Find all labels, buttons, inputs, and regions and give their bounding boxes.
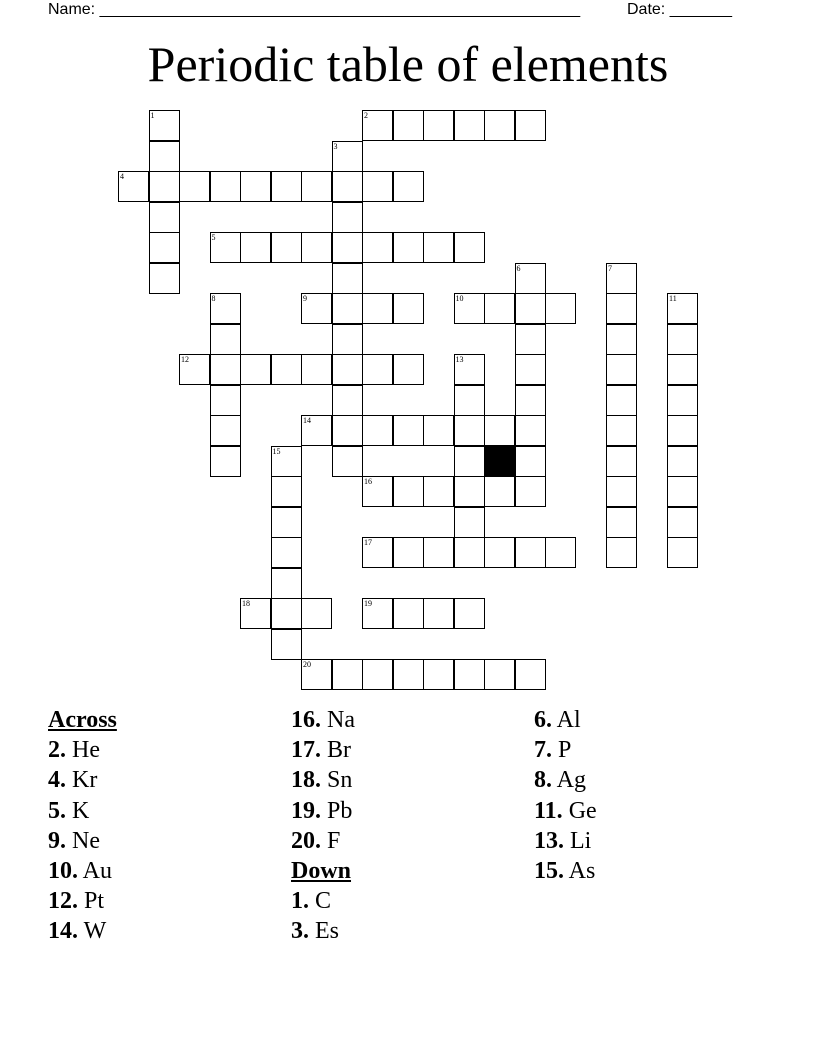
crossword-cell[interactable]: [210, 324, 241, 355]
clue-number: 15: [272, 446, 281, 456]
clue-item: [534, 735, 597, 765]
clue-section-heading: Down: [291, 858, 352, 885]
crossword-cell[interactable]: [484, 415, 515, 446]
clue-item-number: 4.: [48, 767, 66, 794]
crossword-cell[interactable]: [484, 293, 515, 324]
clue-item: [534, 796, 597, 826]
crossword-cell[interactable]: [484, 659, 515, 690]
clue-item-number: 5.: [48, 797, 66, 824]
clue-number: 16: [364, 477, 372, 486]
date-field[interactable]: Date: _______: [627, 1, 732, 18]
clue-item-number: 8.: [534, 767, 552, 794]
crossword-cell[interactable]: [606, 537, 637, 568]
clue-item-number: 18.: [291, 767, 321, 794]
crossword-cell[interactable]: [667, 354, 698, 385]
clue-number: 19: [364, 599, 372, 608]
crossword-cell[interactable]: [240, 232, 271, 263]
clue-number: 4: [120, 172, 124, 181]
crossword-cell[interactable]: [271, 476, 302, 507]
crossword-cell[interactable]: [301, 354, 332, 385]
clue-item: [48, 916, 117, 946]
clue-item-number: 3.: [291, 918, 309, 945]
crossword-cell[interactable]: [454, 415, 485, 446]
clue-item: [48, 886, 117, 916]
clue-number: 3: [333, 141, 338, 151]
crossword-cell[interactable]: [362, 293, 393, 324]
crossword-cell[interactable]: [667, 537, 698, 568]
crossword-cell[interactable]: [667, 446, 698, 477]
crossword-cell[interactable]: [454, 598, 485, 629]
clue-item-text: P: [552, 737, 572, 764]
clue-item-number: 7.: [534, 737, 552, 764]
crossword-cell[interactable]: [606, 385, 637, 416]
clue-item-number: 16.: [291, 707, 321, 733]
clue-number: 2: [364, 111, 368, 120]
crossword-cell[interactable]: [393, 476, 424, 507]
clue-item-text: Au: [78, 858, 113, 885]
clue-item-text: Ag: [552, 767, 587, 794]
crossword-cell[interactable]: [210, 354, 241, 385]
clue-item: [534, 856, 597, 886]
crossword-cell[interactable]: [210, 293, 241, 324]
clue-item-number: 6.: [534, 707, 552, 733]
clue-number: 13: [455, 355, 464, 364]
crossword-cell[interactable]: [362, 659, 393, 690]
crossword-cell[interactable]: [423, 598, 454, 629]
crossword-cell[interactable]: [454, 293, 485, 324]
crossword-cell[interactable]: [515, 110, 546, 141]
clue-number: 11: [669, 294, 677, 303]
crossword-cell[interactable]: [454, 110, 485, 141]
clue-item-text: F: [321, 827, 341, 854]
crossword-cell[interactable]: [301, 232, 332, 263]
crossword-cell[interactable]: [271, 537, 302, 568]
clue-item: [534, 826, 597, 856]
clue-item-number: 10.: [48, 858, 78, 885]
crossword-cell[interactable]: [271, 507, 302, 538]
crossword-cell[interactable]: [210, 385, 241, 416]
clue-number: 7: [608, 263, 612, 273]
crossword-cell[interactable]: [301, 171, 332, 202]
clue-item: [48, 856, 117, 886]
crossword-cell[interactable]: [362, 537, 393, 568]
crossword-cell[interactable]: [332, 446, 363, 477]
crossword-cell[interactable]: [271, 568, 302, 599]
clue-item-text: Al: [552, 707, 581, 733]
crossword-cell[interactable]: [515, 415, 546, 446]
puzzle-title: Periodic table of elements: [147, 36, 669, 92]
crossword-cell[interactable]: [210, 232, 241, 263]
clue-number: 18: [242, 599, 250, 608]
clue-column-1: [48, 705, 117, 947]
clue-section-heading: Across: [48, 707, 117, 733]
crossword-cell[interactable]: [515, 385, 546, 416]
clue-item-number: 13.: [534, 827, 564, 854]
clue-column-3: [534, 705, 597, 886]
clue-item: [48, 826, 117, 856]
clue-item-text: Sn: [321, 767, 353, 794]
crossword-cell[interactable]: [606, 507, 637, 538]
clue-item-text: Pt: [78, 888, 105, 915]
crossword-cell[interactable]: [393, 354, 424, 385]
clue-number: 17: [364, 538, 372, 547]
crossword-cell[interactable]: [332, 293, 363, 324]
crossword-cell[interactable]: [362, 476, 393, 507]
crossword-cell[interactable]: [332, 171, 363, 202]
clue-number: 8: [211, 294, 216, 303]
crossword-cell[interactable]: [423, 659, 454, 690]
clue-item-number: 12.: [48, 888, 78, 915]
crossword-cell[interactable]: [423, 110, 454, 141]
crossword-cell[interactable]: [271, 232, 302, 263]
crossword-cell[interactable]: [240, 171, 271, 202]
crossword-cell[interactable]: [606, 446, 637, 477]
clue-item-text: C: [309, 888, 332, 915]
clue-number: 9: [303, 294, 307, 303]
crossword-cell[interactable]: [271, 446, 302, 477]
crossword-cell[interactable]: [423, 537, 454, 568]
crossword-cell[interactable]: [606, 354, 637, 385]
crossword-cell[interactable]: [393, 598, 424, 629]
crossword-cell[interactable]: [240, 598, 271, 629]
clue-item: [291, 886, 355, 916]
crossword-cell[interactable]: [667, 324, 698, 355]
crossword-cell[interactable]: [301, 598, 332, 629]
clue-item: [291, 916, 355, 946]
crossword-cell[interactable]: [606, 293, 637, 324]
crossword-cell[interactable]: [454, 507, 485, 538]
crossword-cell[interactable]: [118, 171, 149, 202]
clue-item-number: 15.: [534, 858, 564, 885]
clue-item: [48, 796, 117, 826]
clue-item: [534, 765, 597, 795]
clue-item-text: K: [66, 797, 90, 824]
crossword-cell[interactable]: [484, 110, 515, 141]
crossword-cell[interactable]: [271, 598, 302, 629]
clue-item-text: Na: [321, 707, 355, 733]
clue-item: [291, 735, 355, 765]
clue-item-text: Li: [564, 827, 592, 854]
clue-number: 14: [303, 416, 311, 425]
crossword-cell[interactable]: [393, 659, 424, 690]
clue-item: [291, 826, 355, 856]
clue-column-2: [291, 705, 355, 947]
clue-list: [48, 705, 768, 965]
crossword-cell[interactable]: [301, 293, 332, 324]
crossword-cell[interactable]: [454, 354, 485, 385]
crossword-cell[interactable]: [332, 415, 363, 446]
clue-item-text: As: [564, 858, 596, 885]
crossword-cell[interactable]: [423, 232, 454, 263]
clue-item-text: Br: [321, 737, 351, 764]
crossword-cell[interactable]: [362, 598, 393, 629]
crossword-cell[interactable]: [362, 232, 393, 263]
clue-number: 10: [455, 294, 464, 303]
crossword-cell[interactable]: [515, 446, 546, 477]
crossword-cell[interactable]: [515, 293, 546, 324]
crossword-cell[interactable]: [667, 385, 698, 416]
crossword-cell[interactable]: [393, 171, 424, 202]
crossword-cell[interactable]: [484, 476, 515, 507]
clue-item-number: 20.: [291, 827, 321, 854]
crossword-cell[interactable]: [667, 293, 698, 324]
clue-number: 6: [516, 263, 521, 273]
crossword-cell[interactable]: [606, 263, 637, 294]
crossword-cell[interactable]: [271, 171, 302, 202]
clue-item-number: 17.: [291, 737, 321, 764]
crossword-cell[interactable]: [515, 537, 546, 568]
crossword-cell[interactable]: [301, 659, 332, 690]
clue-item: [291, 705, 355, 735]
crossword-cell[interactable]: [393, 293, 424, 324]
crossword-cell[interactable]: [393, 415, 424, 446]
crossword-cell[interactable]: [362, 354, 393, 385]
clue-item: [291, 765, 355, 795]
crossword-cell[interactable]: [606, 415, 637, 446]
crossword-cell[interactable]: [606, 324, 637, 355]
clue-number: 5: [211, 233, 216, 242]
crossword-cell[interactable]: [362, 171, 393, 202]
crossword-cell[interactable]: [240, 354, 271, 385]
crossword-cell[interactable]: [393, 537, 424, 568]
crossword-cell[interactable]: [515, 324, 546, 355]
clue-item-text: Es: [309, 918, 339, 945]
crossword-cell[interactable]: [332, 324, 363, 355]
crossword-cell[interactable]: [179, 171, 210, 202]
crossword-cell[interactable]: [454, 385, 485, 416]
crossword-cell[interactable]: [179, 354, 210, 385]
crossword-cell[interactable]: [515, 263, 546, 294]
crossword-cell[interactable]: [332, 202, 363, 233]
clue-item-text: Ne: [66, 827, 100, 854]
clue-item-text: W: [78, 918, 107, 945]
crossword-cell[interactable]: [362, 110, 393, 141]
crossword-cell[interactable]: [210, 446, 241, 477]
crossword-cell[interactable]: [393, 232, 424, 263]
crossword-cell[interactable]: [271, 629, 302, 660]
clue-item-text: Pb: [321, 797, 353, 824]
crossword-cell[interactable]: [454, 232, 485, 263]
clue-item: [48, 765, 117, 795]
crossword-cell[interactable]: [423, 476, 454, 507]
crossword-cell[interactable]: [301, 415, 332, 446]
crossword-cell[interactable]: [210, 171, 241, 202]
clue-number: 20: [303, 660, 311, 669]
crossword-cell[interactable]: [149, 171, 180, 202]
crossword-cell[interactable]: [423, 415, 454, 446]
clue-number: 1: [150, 111, 155, 120]
crossword-cell[interactable]: [210, 415, 241, 446]
clue-item-number: 11.: [534, 797, 563, 824]
crossword-cell[interactable]: [362, 415, 393, 446]
crossword-cell[interactable]: [484, 537, 515, 568]
clue-item-number: 1.: [291, 888, 309, 915]
crossword-cell[interactable]: [667, 476, 698, 507]
crossword-cell[interactable]: [149, 232, 180, 263]
clue-item: [534, 705, 597, 735]
crossword-cell[interactable]: [454, 446, 485, 477]
crossword-cell[interactable]: [149, 110, 180, 141]
crossword-cell[interactable]: [545, 537, 576, 568]
clue-item-number: 9.: [48, 827, 66, 854]
crossword-cell[interactable]: [667, 415, 698, 446]
crossword-cell[interactable]: [454, 537, 485, 568]
clue-item-text: Ge: [562, 797, 597, 824]
crossword-cell[interactable]: [149, 141, 180, 172]
crossword-cell[interactable]: [149, 202, 180, 233]
crossword-cell[interactable]: [454, 476, 485, 507]
clue-item-number: 2.: [48, 737, 66, 764]
clue-item-number: 19.: [291, 797, 321, 824]
name-field[interactable]: Name: ______________________________________________________: [48, 1, 581, 18]
crossword-cell[interactable]: [606, 476, 637, 507]
crossword-cell[interactable]: [149, 263, 180, 294]
crossword-cell[interactable]: [271, 354, 302, 385]
crossword-cell[interactable]: [393, 110, 424, 141]
crossword-cell[interactable]: [515, 354, 546, 385]
crossword-cell[interactable]: [667, 507, 698, 538]
crossword-cell[interactable]: [332, 354, 363, 385]
clue-number: 12: [181, 355, 189, 364]
clue-item-number: 14.: [48, 918, 78, 945]
clue-item: [48, 735, 117, 765]
crossword-cell[interactable]: [332, 659, 363, 690]
crossword-cell[interactable]: [332, 232, 363, 263]
crossword-cell[interactable]: [515, 659, 546, 690]
crossword-cell[interactable]: [332, 385, 363, 416]
crossword-cell[interactable]: [454, 659, 485, 690]
black-cell: [484, 446, 515, 477]
clue-item-text: He: [66, 737, 100, 764]
crossword-cell[interactable]: [332, 141, 363, 172]
crossword-cell[interactable]: [515, 476, 546, 507]
clue-item-text: Kr: [66, 767, 98, 794]
crossword-cell[interactable]: [545, 293, 576, 324]
clue-item: [291, 796, 355, 826]
crossword-cell[interactable]: [332, 263, 363, 294]
